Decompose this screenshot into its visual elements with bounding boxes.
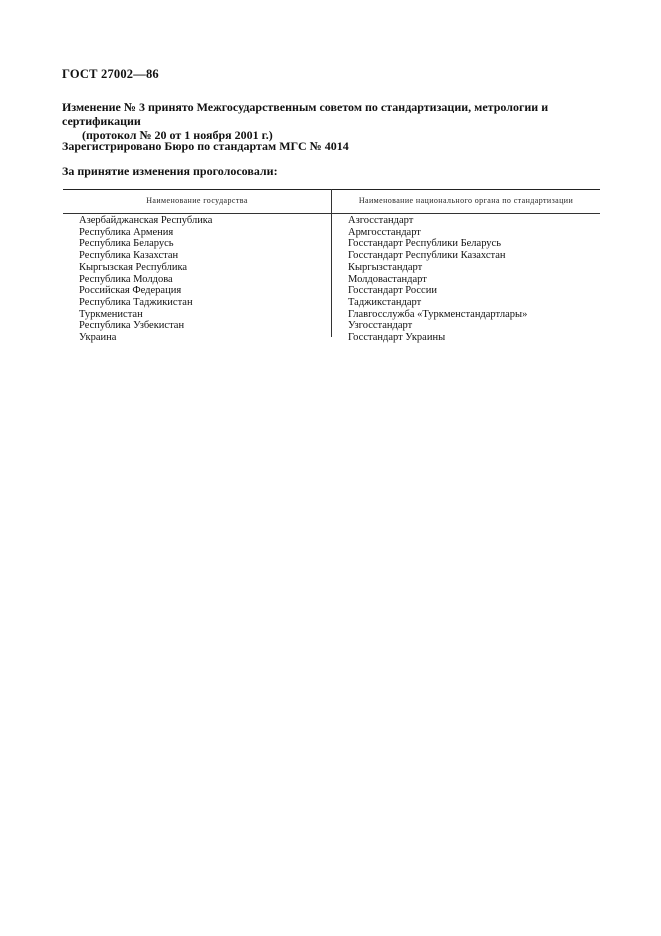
standards-body-cell: Молдовастандарт (348, 273, 427, 285)
state-cell: Кыргызская Республика (79, 261, 188, 273)
state-cell: Республика Армения (79, 226, 174, 238)
standards-body-cell: Таджикстандарт (348, 296, 422, 308)
registration-note: Зарегистрировано Бюро по стандартам МГС № 4014 (62, 139, 349, 153)
header-state: Наименование государства (146, 196, 248, 205)
standards-body-cell: Главгосслужба «Туркменстандартлары» (348, 308, 528, 320)
state-cell: Азербайджанская Республика (79, 215, 213, 226)
header-standards-body: Наименование национального органа по стандартизации (358, 196, 574, 205)
state-cell: Республика Узбекистан (79, 320, 185, 332)
state-cell: Республика Таджикистан (79, 296, 193, 308)
standards-body-cell: Армгосстандарт (348, 226, 421, 238)
standards-body-column (348, 215, 527, 344)
standards-body-cell: Азгосстандарт (348, 215, 414, 226)
document-code: ГОСТ 27002—86 (62, 67, 159, 81)
state-cell: Туркменистан (79, 308, 143, 320)
standards-body-cell: Кыргызстандарт (348, 261, 423, 273)
table-column-divider (331, 189, 332, 337)
standards-body-cell: Госстандарт Республики Беларусь (348, 238, 502, 250)
standards-body-cell: Госстандарт Украины (348, 332, 446, 344)
state-cell: Республика Молдова (79, 273, 173, 285)
state-cell: Украина (79, 332, 117, 344)
voted-heading: За принятие изменения проголосовали: (62, 164, 278, 178)
state-cell: Республика Казахстан (79, 250, 179, 262)
state-cell: Российская Федерация (79, 285, 182, 297)
standards-body-cell: Госстандарт России (348, 285, 437, 297)
amendment-line-1: Изменение № 3 принято Межгосударственным советом по стандартизации, метрологии и сертификации (62, 100, 549, 128)
amendment-line-2: (протокол № 20 от 1 ноября 2001 г.) (82, 128, 273, 142)
standards-body-cell: Узгосстандарт (348, 320, 413, 332)
state-cell: Республика Беларусь (79, 238, 174, 250)
state-column (79, 215, 212, 344)
amendment-statement (62, 100, 622, 142)
standards-body-cell: Госстандарт Республики Казахстан (348, 250, 506, 262)
